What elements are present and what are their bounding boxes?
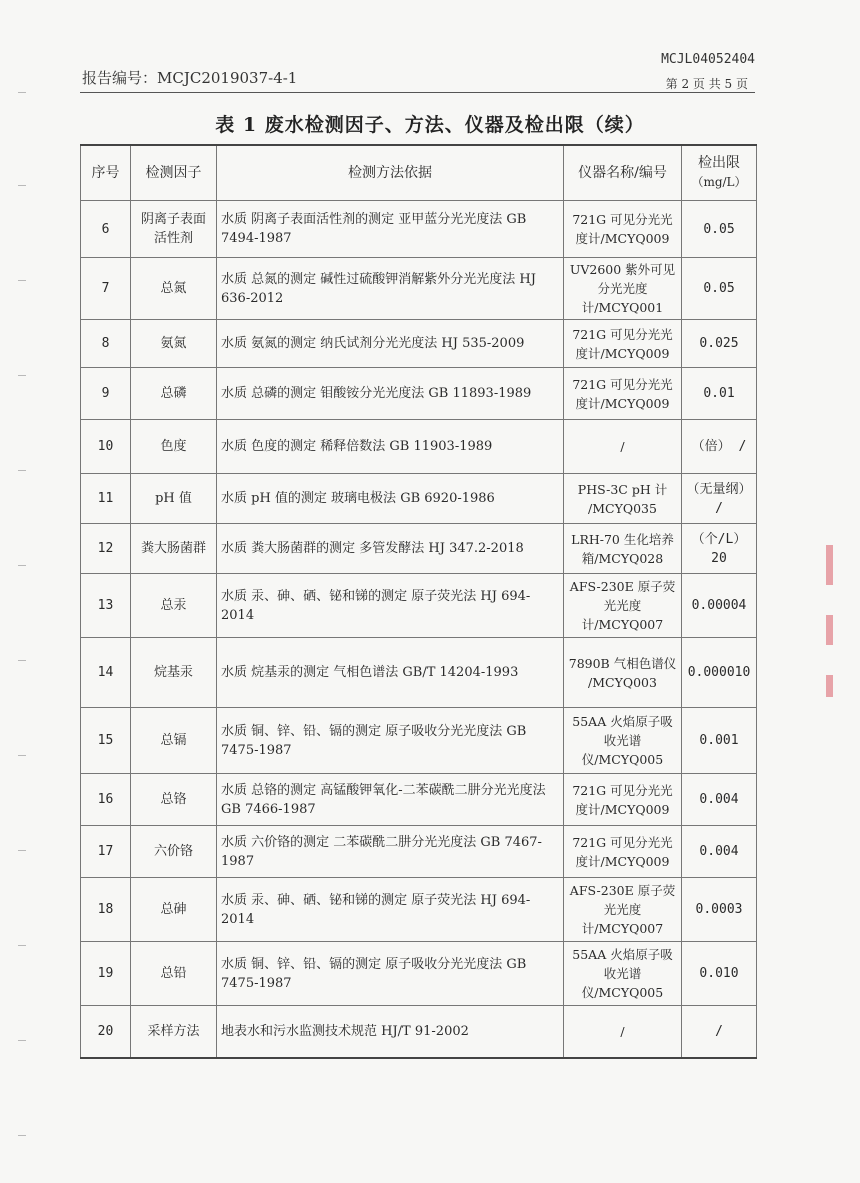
detection-table: [80, 144, 757, 1059]
cell-factor: 采样方法: [131, 1006, 217, 1058]
cell-no: 19: [81, 942, 131, 1006]
cell-factor: 总汞: [131, 574, 217, 638]
cell-method: 水质 汞、砷、硒、铋和锑的测定 原子荧光法 HJ 694-2014: [217, 878, 564, 942]
cell-no: 17: [81, 826, 131, 878]
table-row: [81, 258, 757, 320]
cell-no: 10: [81, 420, 131, 474]
cell-method: 水质 汞、砷、硒、铋和锑的测定 原子荧光法 HJ 694-2014: [217, 574, 564, 638]
cell-limit: 0.004: [682, 774, 757, 826]
page-number: 第 2 页 共 5 页: [665, 77, 748, 91]
cell-no: 15: [81, 708, 131, 774]
col-header-limit-unit: （mg/L）: [691, 175, 747, 189]
cell-limit: 0.0003: [682, 878, 757, 942]
table-header-row: [81, 145, 757, 201]
cell-instrument: /: [564, 420, 682, 474]
cell-no: 16: [81, 774, 131, 826]
cell-no: 12: [81, 524, 131, 574]
cell-instrument: 55AA 火焰原子吸收光谱仪/MCYQ005: [564, 708, 682, 774]
cell-instrument: 721G 可见分光光度计/MCYQ009: [564, 368, 682, 420]
table-row: [81, 574, 757, 638]
cell-factor: 六价铬: [131, 826, 217, 878]
cell-method: 水质 总氮的测定 碱性过硫酸钾消解紫外分光光度法 HJ 636-2012: [217, 258, 564, 320]
cell-instrument: 7890B 气相色谱仪 /MCYQ003: [564, 638, 682, 708]
cell-instrument: AFS-230E 原子荧光光度计/MCYQ007: [564, 574, 682, 638]
cell-method: 水质 烷基汞的测定 气相色谱法 GB/T 14204-1993: [217, 638, 564, 708]
cell-instrument: 721G 可见分光光度计/MCYQ009: [564, 774, 682, 826]
table-row: [81, 320, 757, 368]
cell-limit: 0.05: [682, 201, 757, 258]
cell-limit: /: [682, 1006, 757, 1058]
cell-limit: （倍） /: [682, 420, 757, 474]
cell-factor: 总砷: [131, 878, 217, 942]
cell-instrument: 721G 可见分光光度计/MCYQ009: [564, 826, 682, 878]
cell-limit: 0.010: [682, 942, 757, 1006]
document-code: MCJL04052404: [661, 52, 755, 67]
cell-factor: 色度: [131, 420, 217, 474]
col-header-limit-label: 检出限: [698, 155, 740, 171]
cell-factor: pH 值: [131, 474, 217, 524]
col-header-instrument: 仪器名称/编号: [564, 145, 682, 201]
cell-no: 20: [81, 1006, 131, 1058]
col-header-limit: [682, 145, 757, 201]
cell-instrument: LRH-70 生化培养箱/MCYQ028: [564, 524, 682, 574]
cell-limit: 0.004: [682, 826, 757, 878]
table-row: [81, 774, 757, 826]
cell-no: 8: [81, 320, 131, 368]
cell-no: 6: [81, 201, 131, 258]
cell-method: 水质 粪大肠菌群的测定 多管发酵法 HJ 347.2-2018: [217, 524, 564, 574]
cell-limit: （个/L） 20: [682, 524, 757, 574]
table-row: [81, 474, 757, 524]
cell-no: 11: [81, 474, 131, 524]
cell-limit: 0.025: [682, 320, 757, 368]
cell-factor: 总镉: [131, 708, 217, 774]
cell-instrument: 721G 可见分光光度计/MCYQ009: [564, 320, 682, 368]
seal-stamp-edge: [826, 545, 834, 705]
cell-no: 14: [81, 638, 131, 708]
col-header-no: 序号: [81, 145, 131, 201]
cell-instrument: PHS-3C pH 计 /MCYQ035: [564, 474, 682, 524]
cell-no: 9: [81, 368, 131, 420]
cell-method: 水质 铜、锌、铅、镉的测定 原子吸收分光光度法 GB 7475-1987: [217, 942, 564, 1006]
cell-instrument: 55AA 火焰原子吸收光谱仪/MCYQ005: [564, 942, 682, 1006]
cell-method: 水质 六价铬的测定 二苯碳酰二肼分光光度法 GB 7467-1987: [217, 826, 564, 878]
cell-factor: 总铅: [131, 942, 217, 1006]
cell-method: 水质 色度的测定 稀释倍数法 GB 11903-1989: [217, 420, 564, 474]
cell-limit: 0.00004: [682, 574, 757, 638]
table-row: [81, 368, 757, 420]
cell-instrument: 721G 可见分光光度计/MCYQ009: [564, 201, 682, 258]
cell-no: 7: [81, 258, 131, 320]
cell-method: 水质 阴离子表面活性剂的测定 亚甲蓝分光光度法 GB 7494-1987: [217, 201, 564, 258]
table-row: [81, 524, 757, 574]
table-row: [81, 878, 757, 942]
cell-method: 水质 氨氮的测定 纳氏试剂分光光度法 HJ 535-2009: [217, 320, 564, 368]
table-row: [81, 826, 757, 878]
header-divider: [80, 92, 755, 93]
cell-factor: 总磷: [131, 368, 217, 420]
table-title: 表 1 废水检测因子、方法、仪器及检出限（续）: [215, 114, 645, 136]
cell-factor: 总铬: [131, 774, 217, 826]
cell-instrument: UV2600 紫外可见分光光度计/MCYQ001: [564, 258, 682, 320]
cell-method: 水质 铜、锌、铅、镉的测定 原子吸收分光光度法 GB 7475-1987: [217, 708, 564, 774]
cell-instrument: /: [564, 1006, 682, 1058]
cell-factor: 阴离子表面活性剂: [131, 201, 217, 258]
table-row: [81, 420, 757, 474]
table-row: [81, 1006, 757, 1058]
cell-no: 18: [81, 878, 131, 942]
col-header-factor: 检测因子: [131, 145, 217, 201]
cell-method: 水质 总铬的测定 高锰酸钾氧化-二苯碳酰二肼分光光度法 GB 7466-1987: [217, 774, 564, 826]
cell-method: 水质 总磷的测定 钼酸铵分光光度法 GB 11893-1989: [217, 368, 564, 420]
report-number: 报告编号：MCJC2019037-4-1: [82, 69, 298, 87]
cell-method: 地表水和污水监测技术规范 HJ/T 91-2002: [217, 1006, 564, 1058]
binding-hole-marks: [18, 0, 28, 1183]
cell-limit: 0.05: [682, 258, 757, 320]
cell-limit: （无量纲） /: [682, 474, 757, 524]
cell-factor: 氨氮: [131, 320, 217, 368]
col-header-method: 检测方法依据: [217, 145, 564, 201]
cell-method: 水质 pH 值的测定 玻璃电极法 GB 6920-1986: [217, 474, 564, 524]
cell-instrument: AFS-230E 原子荧光光度计/MCYQ007: [564, 878, 682, 942]
table-row: [81, 638, 757, 708]
cell-limit: 0.01: [682, 368, 757, 420]
table-row: [81, 942, 757, 1006]
cell-factor: 烷基汞: [131, 638, 217, 708]
cell-limit: 0.001: [682, 708, 757, 774]
cell-factor: 总氮: [131, 258, 217, 320]
table-row: [81, 201, 757, 258]
table-row: [81, 708, 757, 774]
cell-no: 13: [81, 574, 131, 638]
cell-limit: 0.000010: [682, 638, 757, 708]
cell-factor: 粪大肠菌群: [131, 524, 217, 574]
